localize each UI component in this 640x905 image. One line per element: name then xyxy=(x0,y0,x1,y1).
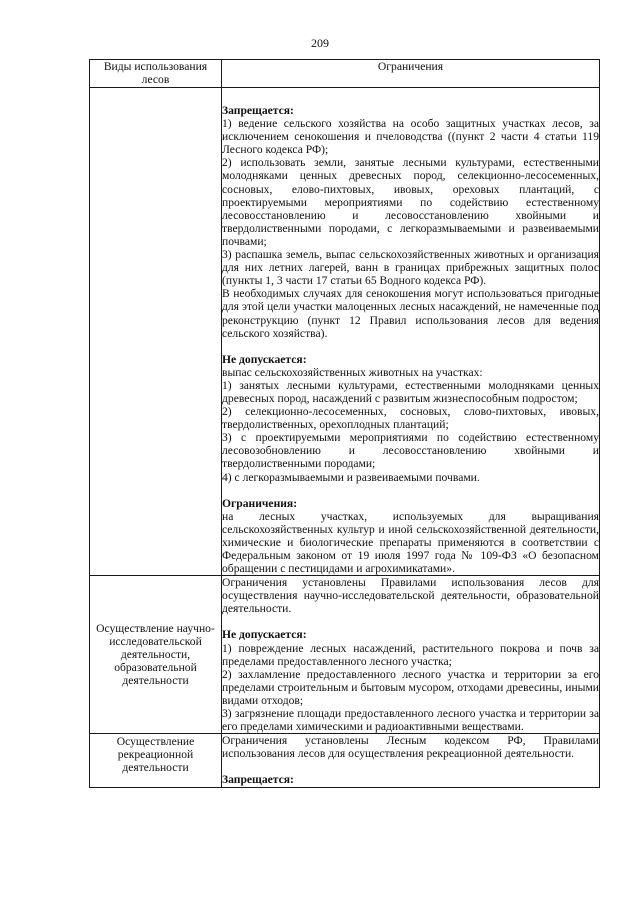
section-title-restrictions: Ограничения: xyxy=(222,496,298,510)
table-row xyxy=(90,734,600,787)
row2-restrictions xyxy=(222,576,600,734)
section-title-prohibited: Запрещается: xyxy=(222,104,294,117)
table-row xyxy=(90,576,600,734)
list-item: 2) захламление предоставленного лесного участка и территории за его пределами строительным и бытовым мусором, отходами древесины, иными видами отходов; xyxy=(222,667,599,707)
row3-restrictions xyxy=(222,734,600,787)
row3-use-type: Осуществление рекреационной деятельности xyxy=(90,734,222,787)
list-item: 1) ведение сельского хозяйства на особо защитных участках лесов, за исключением сенокошения и пчеловодства ((пункт 2 части 4 статьи 119 Лесного кодекса РФ); xyxy=(222,117,599,157)
section-title-prohibited: Запрещается: xyxy=(222,773,294,787)
list-item: 3) загрязнение площади предоставленного лесного участка и территории за его пределами химическими и радиоактивными веществами. xyxy=(222,707,599,734)
row3-intro: Ограничения установлены Лесным кодексом РФ, Правилами использования лесов для осуществления рекреационной деятельности. xyxy=(222,734,599,761)
table-row xyxy=(90,88,600,576)
list-item: 4) с легкоразмываемыми и развеиваемыми почвами. xyxy=(222,470,480,484)
page-number: 209 xyxy=(311,36,329,50)
list-item: 1) занятых лесными культурами, естественными молодняками ценных древесных пород, насаждений с развитым жизнеспособным подростом; xyxy=(222,378,599,405)
section-title-not-allowed: Не допускается: xyxy=(222,352,307,366)
list-item: 1) повреждение лесных насаждений, растительного покрова и почв за пределами предоставленного лесного участка; xyxy=(222,641,599,668)
restrictions-table xyxy=(89,59,600,788)
list-item: выпас сельскохозяйственных животных на участках: xyxy=(222,365,483,379)
row2-use-type: Осуществление научно-исследовательской деятельности, образовательной деятельности xyxy=(90,576,222,734)
row2-intro: Ограничения установлены Правилами использования лесов для осуществления научно-исследовательской деятельности, образовательной деятельности. xyxy=(222,576,599,616)
list-item: В необходимых случаях для сенокошения могут использоваться пригодные для этой цели участки малоценных лесных насаждений, не намеченные под реконструкцию (пункт 12 Правил использования лесов для ведения сельского хозяйства). xyxy=(222,287,599,340)
list-item: 3) распашка земель, выпас сельскохозяйственных животных и организация для них летних лагерей, ванн в границах прибрежных защитных полос (пункты 1, 3 части 17 статьи 65 Водного кодекса РФ). xyxy=(222,248,599,288)
list-item: 2) использовать земли, занятые лесными культурами, естественными молодняками ценных древесных пород, селекционно-лесосеменных, сосновых, елово-пихтовых, ивовых, ореховых плантаций, с проектируемыми мероприятиями по содействию естественному лесовосстановлению и лесовосстановлению хвойными и твердолиственными породами, с легкоразмываемыми и развеиваемыми почвами; xyxy=(222,156,599,248)
table-header-row xyxy=(90,60,600,88)
header-forest-use-types: Виды использования лесов xyxy=(90,60,222,88)
row1-restrictions xyxy=(222,88,600,576)
section-title-not-allowed: Не допускается: xyxy=(222,628,307,642)
list-item: 3) с проектируемыми мероприятиями по содействию естественному лесовозобновлению и лесовосстановлению хвойными и твердолиственными породами; xyxy=(222,431,599,471)
header-restrictions: Ограничения xyxy=(222,60,600,88)
row1-use-type xyxy=(90,88,222,576)
list-item: на лесных участках, используемых для выращивания сельскохозяйственных культур и иной сельскохозяйственной деятельности, химические и биологические препараты применяются в соответствии с Федеральным законом от 19 июля 1997 года № 109-ФЗ «О безопасном обращении с пестицидами и агрохимикатами». xyxy=(222,509,599,576)
list-item: 2) селекционно-лесосеменных, сосновых, слово-пихтовых, ивовых, твердолиственных, орехоплодных плантаций; xyxy=(222,405,599,432)
